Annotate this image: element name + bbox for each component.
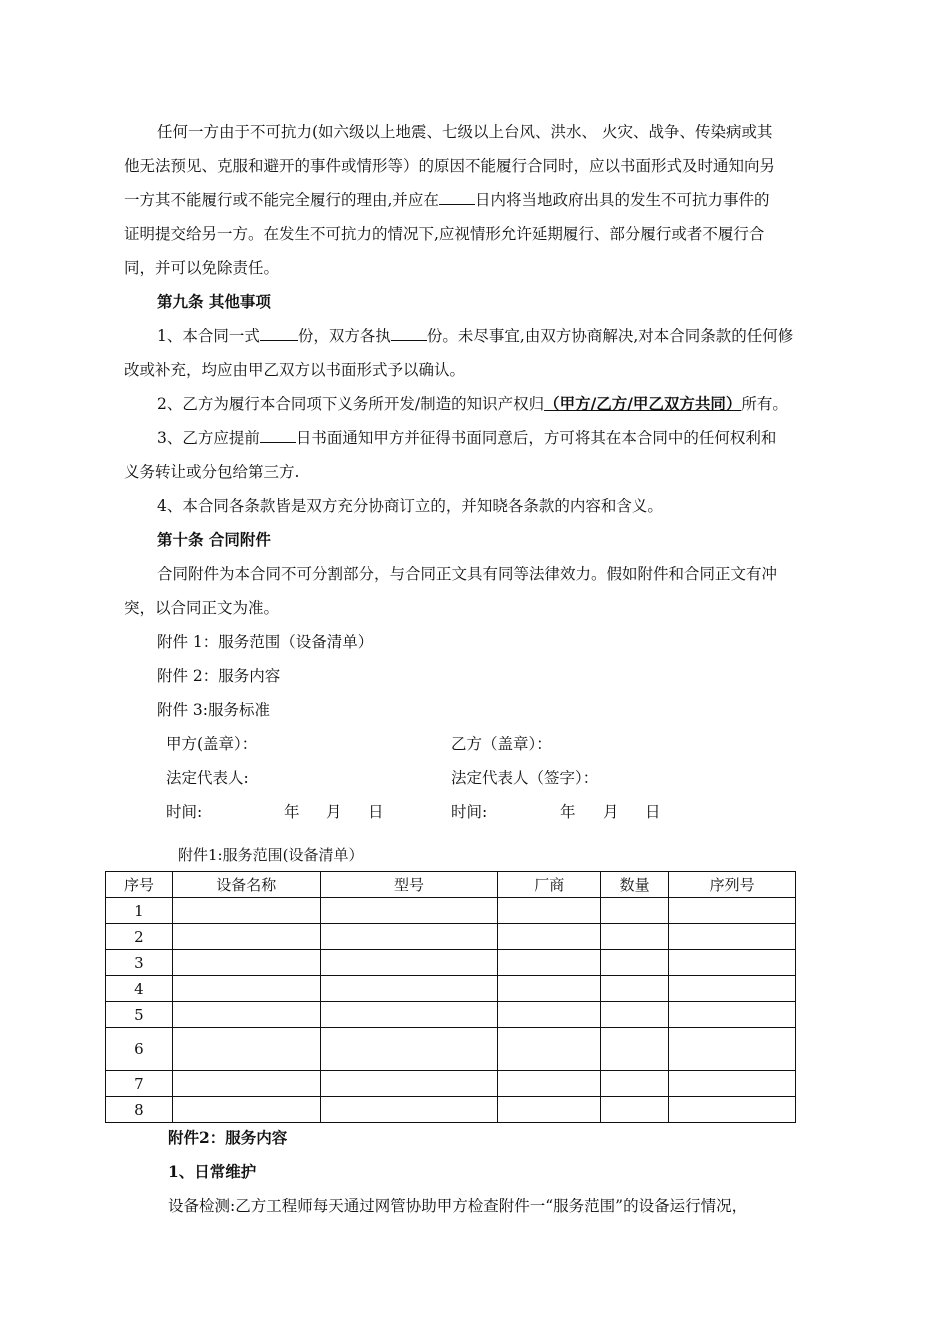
cell-manufacturer[interactable] bbox=[498, 1097, 601, 1123]
header-serial-number: 序列号 bbox=[669, 872, 796, 898]
cell-serial-number[interactable] bbox=[669, 950, 796, 976]
device-inspection-paragraph: 设备检测:乙方工程师每天通过网管协助甲方检查附件一“服务范围”的设备运行情况， bbox=[168, 1197, 748, 1215]
article-9-item-1-line-2: 改或补充，均应由甲乙双方以书面形式予以确认。 bbox=[124, 361, 466, 379]
cell-manufacturer[interactable] bbox=[498, 1028, 601, 1071]
cell-model[interactable] bbox=[320, 1097, 498, 1123]
notice-days-blank[interactable] bbox=[260, 428, 296, 443]
article-9-heading: 第九条 其他事项 bbox=[157, 292, 271, 311]
cell-serial-number[interactable] bbox=[669, 976, 796, 1002]
cell-quantity[interactable] bbox=[601, 1028, 669, 1071]
article-9-item-3-line-2: 义务转让或分包给第三方. bbox=[124, 463, 300, 481]
cell-serial-number[interactable] bbox=[669, 1097, 796, 1123]
attachment-1-label: 附件 1：服务范围（设备清单） bbox=[157, 633, 374, 651]
header-quantity: 数量 bbox=[601, 872, 669, 898]
item-3-part-a: 3、乙方应提前 bbox=[157, 429, 260, 447]
force-majeure-line-3b: 日内将当地政府出具的发生不可抗力事件的 bbox=[474, 191, 770, 209]
force-majeure-line-4: 证明提交给另一方。在发生不可抗力的情况下,应视情形允许延期履行、部分履行或者不履行合 bbox=[124, 225, 765, 243]
table-row bbox=[106, 1002, 796, 1028]
force-majeure-line-3a: 一方其不能履行或不能完全履行的理由,并应在 bbox=[124, 191, 439, 209]
article-9-item-3 bbox=[157, 428, 776, 448]
days-blank[interactable] bbox=[439, 190, 475, 205]
each-copies-blank[interactable] bbox=[391, 326, 427, 341]
party-b-representative: 法定代表人（签字）： bbox=[451, 769, 599, 787]
cell-quantity[interactable] bbox=[601, 924, 669, 950]
row-number: 1 bbox=[106, 898, 173, 924]
item-2-part-a: 2、乙方为履行本合同项下义务所开发/制造的知识产权归 bbox=[157, 395, 545, 413]
cell-device-name[interactable] bbox=[172, 924, 320, 950]
cell-model[interactable] bbox=[320, 924, 498, 950]
cell-manufacturer[interactable] bbox=[498, 1002, 601, 1028]
party-b-seal: 乙方（盖章）： bbox=[451, 735, 552, 753]
daily-maintenance-heading: 1、日常维护 bbox=[168, 1162, 257, 1181]
cell-quantity[interactable] bbox=[601, 1002, 669, 1028]
party-a-day: 日 bbox=[368, 803, 384, 821]
force-majeure-line-3 bbox=[124, 190, 769, 210]
row-number: 2 bbox=[106, 924, 173, 950]
party-a-year: 年 bbox=[284, 803, 300, 821]
cell-quantity[interactable] bbox=[601, 976, 669, 1002]
table-row bbox=[106, 1071, 796, 1097]
article-9-item-1 bbox=[157, 326, 793, 346]
equipment-list-table bbox=[105, 871, 796, 1123]
article-9-item-2 bbox=[157, 394, 788, 414]
cell-model[interactable] bbox=[320, 950, 498, 976]
cell-model[interactable] bbox=[320, 1002, 498, 1028]
party-a-seal: 甲方(盖章）： bbox=[166, 735, 258, 753]
cell-serial-number[interactable] bbox=[669, 1002, 796, 1028]
item-1-part-c: 份。未尽事宜,由双方协商解决,对本合同条款的任何修 bbox=[426, 327, 794, 345]
cell-quantity[interactable] bbox=[601, 898, 669, 924]
appendix-1-title: 附件1:服务范围(设备清单） bbox=[178, 846, 364, 864]
header-device-name: 设备名称 bbox=[172, 872, 320, 898]
article-10-heading: 第十条 合同附件 bbox=[157, 530, 271, 549]
attachment-2-label: 附件 2：服务内容 bbox=[157, 667, 281, 685]
cell-manufacturer[interactable] bbox=[498, 950, 601, 976]
attachment-3-label: 附件 3:服务标准 bbox=[157, 701, 271, 719]
row-number: 7 bbox=[106, 1071, 173, 1097]
cell-manufacturer[interactable] bbox=[498, 924, 601, 950]
force-majeure-line-5: 同，并可以免除责任。 bbox=[124, 259, 280, 277]
cell-device-name[interactable] bbox=[172, 1028, 320, 1071]
cell-model[interactable] bbox=[320, 898, 498, 924]
article-10-para-2: 突，以合同正文为准。 bbox=[124, 599, 280, 617]
table-row bbox=[106, 1097, 796, 1123]
cell-manufacturer[interactable] bbox=[498, 1071, 601, 1097]
cell-model[interactable] bbox=[320, 1071, 498, 1097]
table-row bbox=[106, 924, 796, 950]
row-number: 5 bbox=[106, 1002, 173, 1028]
cell-device-name[interactable] bbox=[172, 976, 320, 1002]
force-majeure-line-1: 任何一方由于不可抗力(如六级以上地震、七级以上台风、洪水、 火灾、战争、传染病或其 bbox=[157, 123, 773, 141]
table-row bbox=[106, 1028, 796, 1071]
article-9-item-4: 4、本合同各条款皆是双方充分协商订立的，并知晓各条款的内容和含义。 bbox=[157, 497, 663, 515]
header-serial-no: 序号 bbox=[106, 872, 173, 898]
row-number: 6 bbox=[106, 1028, 173, 1071]
item-1-part-a: 1、本合同一式 bbox=[157, 327, 260, 345]
table-row bbox=[106, 976, 796, 1002]
row-number: 8 bbox=[106, 1097, 173, 1123]
article-10-para-1: 合同附件为本合同不可分割部分，与合同正文具有同等法律效力。假如附件和合同正文有冲 bbox=[157, 565, 778, 583]
item-3-part-b: 日书面通知甲方并征得书面同意后，方可将其在本合同中的任何权利和 bbox=[295, 429, 777, 447]
cell-quantity[interactable] bbox=[601, 1071, 669, 1097]
row-number: 4 bbox=[106, 976, 173, 1002]
cell-serial-number[interactable] bbox=[669, 898, 796, 924]
row-number: 3 bbox=[106, 950, 173, 976]
header-model: 型号 bbox=[320, 872, 498, 898]
cell-model[interactable] bbox=[320, 976, 498, 1002]
cell-manufacturer[interactable] bbox=[498, 976, 601, 1002]
item-1-part-b: 份，双方各执 bbox=[297, 327, 391, 345]
table-header-row bbox=[106, 872, 796, 898]
header-manufacturer: 厂商 bbox=[498, 872, 601, 898]
force-majeure-line-2: 他无法预见、克服和避开的事件或情形等）的原因不能履行合同时，应以书面形式及时通知向另 bbox=[124, 157, 776, 175]
party-a-time-label: 时间: bbox=[166, 803, 203, 821]
cell-serial-number[interactable] bbox=[669, 1071, 796, 1097]
party-b-month: 月 bbox=[603, 803, 619, 821]
cell-device-name[interactable] bbox=[172, 898, 320, 924]
cell-device-name[interactable] bbox=[172, 1071, 320, 1097]
party-b-day: 日 bbox=[645, 803, 661, 821]
table-row bbox=[106, 950, 796, 976]
party-b-year: 年 bbox=[560, 803, 576, 821]
item-2-part-c: 所有。 bbox=[741, 395, 788, 413]
cell-manufacturer[interactable] bbox=[498, 898, 601, 924]
cell-serial-number[interactable] bbox=[669, 1028, 796, 1071]
cell-device-name[interactable] bbox=[172, 1097, 320, 1123]
table-row bbox=[106, 898, 796, 924]
party-b-time-label: 时间: bbox=[451, 803, 488, 821]
copies-blank[interactable] bbox=[260, 326, 298, 341]
ip-owner-options: （甲方/乙方/甲乙双方共同） bbox=[544, 394, 742, 413]
party-a-month: 月 bbox=[326, 803, 342, 821]
cell-device-name[interactable] bbox=[172, 950, 320, 976]
cell-serial-number[interactable] bbox=[669, 924, 796, 950]
cell-quantity[interactable] bbox=[601, 950, 669, 976]
cell-device-name[interactable] bbox=[172, 1002, 320, 1028]
party-a-representative: 法定代表人: bbox=[166, 769, 249, 787]
appendix-2-title: 附件2：服务内容 bbox=[168, 1128, 288, 1147]
cell-quantity[interactable] bbox=[601, 1097, 669, 1123]
cell-model[interactable] bbox=[320, 1028, 498, 1071]
